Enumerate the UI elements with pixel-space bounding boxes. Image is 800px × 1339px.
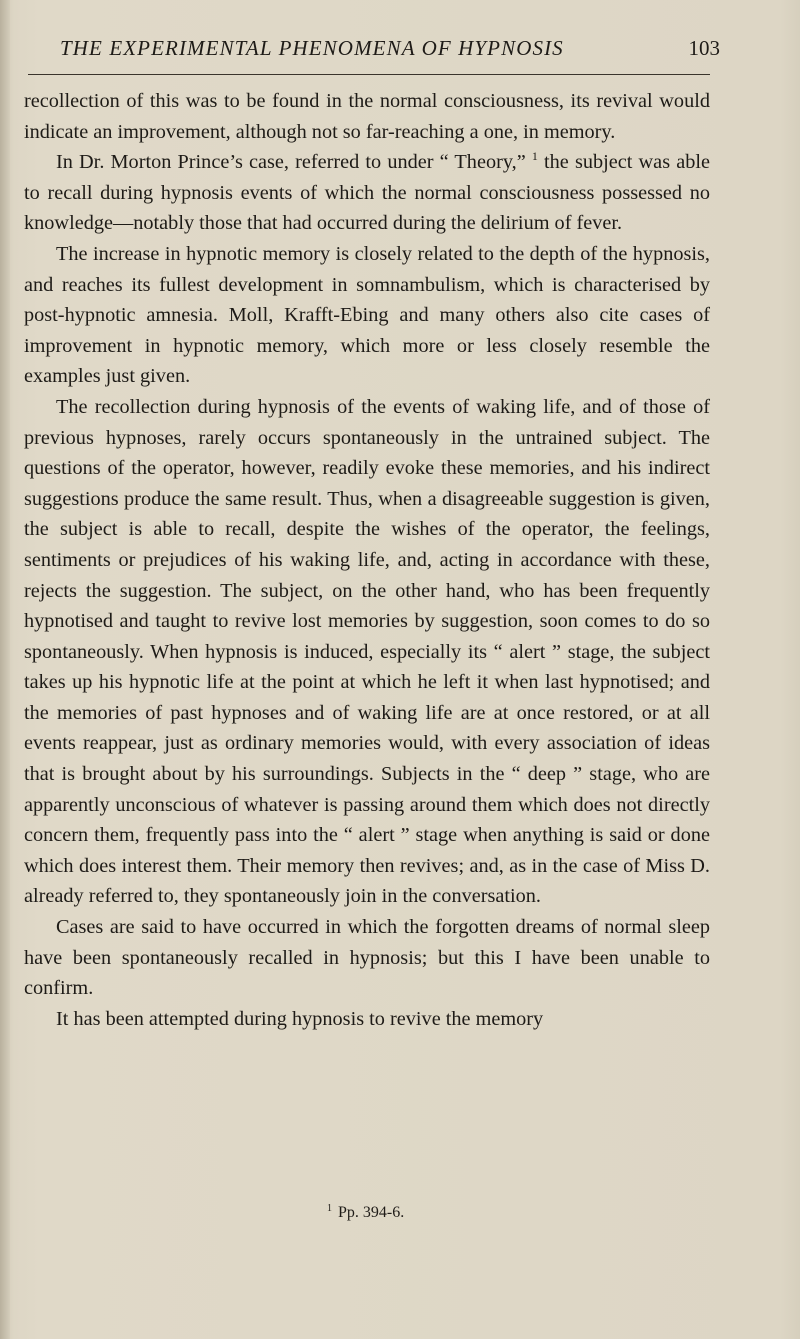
footnote-marker: 1 [327, 1202, 332, 1214]
header-rule [28, 74, 710, 75]
paragraph-2-text-before-note: In Dr. Morton Prince’s case, referred to under “ Theory,” [56, 151, 532, 174]
paragraph-1: recollection of this was to be found in the normal consciousness, its revival would indicate an improvement, although not so far-reaching a one, in memory. [24, 90, 710, 143]
footnote [327, 1203, 627, 1223]
page-gutter-shadow [0, 0, 10, 1339]
paragraph-3: The increase in hypnotic memory is closely related to the depth of the hypnosis, and reaches its fullest development in somnambulism, which is characterised by post-hypnotic amnesia. Moll, Krafft-Ebing and many others also cite cases of improvement in hypnotic memory, which more or less closely resemble the examples just given. [24, 242, 710, 388]
running-head [60, 36, 720, 66]
page-number: 103 [688, 36, 720, 60]
paragraph-6: It has been attempted during hypnosis to revive the memory [56, 1007, 544, 1030]
paragraph-2-text-after-note: the subject was able to recall during hypnosis events of which the normal consciousness possessed no knowledge—notably those that had occurred during the delirium of fever. [24, 151, 711, 235]
paragraph-2 [24, 147, 710, 239]
running-head-title: THE EXPERIMENTAL PHENOMENA OF HYPNOSIS [60, 36, 564, 60]
body-text [24, 86, 710, 1034]
footnote-reference: 1 [531, 149, 538, 164]
paragraph-4: The recollection during hypnosis of the events of waking life, and of those of previous hypnoses, rarely occurs spontaneously in the untrained subject. The questions of the operator, however, readily evoke these memories, and his indirect suggestions produce the same result. Thus, when a disagreeable suggestion is given, the subject is able to recall, despite the wishes of the operator, the feelings, sentiments or prejudices of his waking life, and, acting in accordance with these, rejects the suggestion. The subject, on the other hand, who has been frequently hypnotised and taught to revive lost memories by suggestion, soon comes to do so spontaneously. When hypnosis is induced, especially its “ alert ” stage, the subject takes up his hypnotic life at the point at which he left it when last hypnotised; and the memories of past hypnoses and of waking life are at once restored, or at all events reappear, just as ordinary memories would, with every association of ideas that is brought about by his surroundings. Subjects in the “ deep ” stage, who are apparently unconscious of whatever is passing around them which does not directly concern them, frequently pass into the “ alert ” stage when anything is said or done which does interest them. Their memory then revives; and, as in the case of Miss D. already referred to, they spontaneously join in the conversation. [24, 395, 710, 908]
footnote-text: Pp. 394-6. [338, 1204, 405, 1221]
paragraph-5: Cases are said to have occurred in which the forgotten dreams of normal sleep have been spontaneously recalled in hypnosis; but this I have been unable to confirm. [24, 916, 710, 1000]
